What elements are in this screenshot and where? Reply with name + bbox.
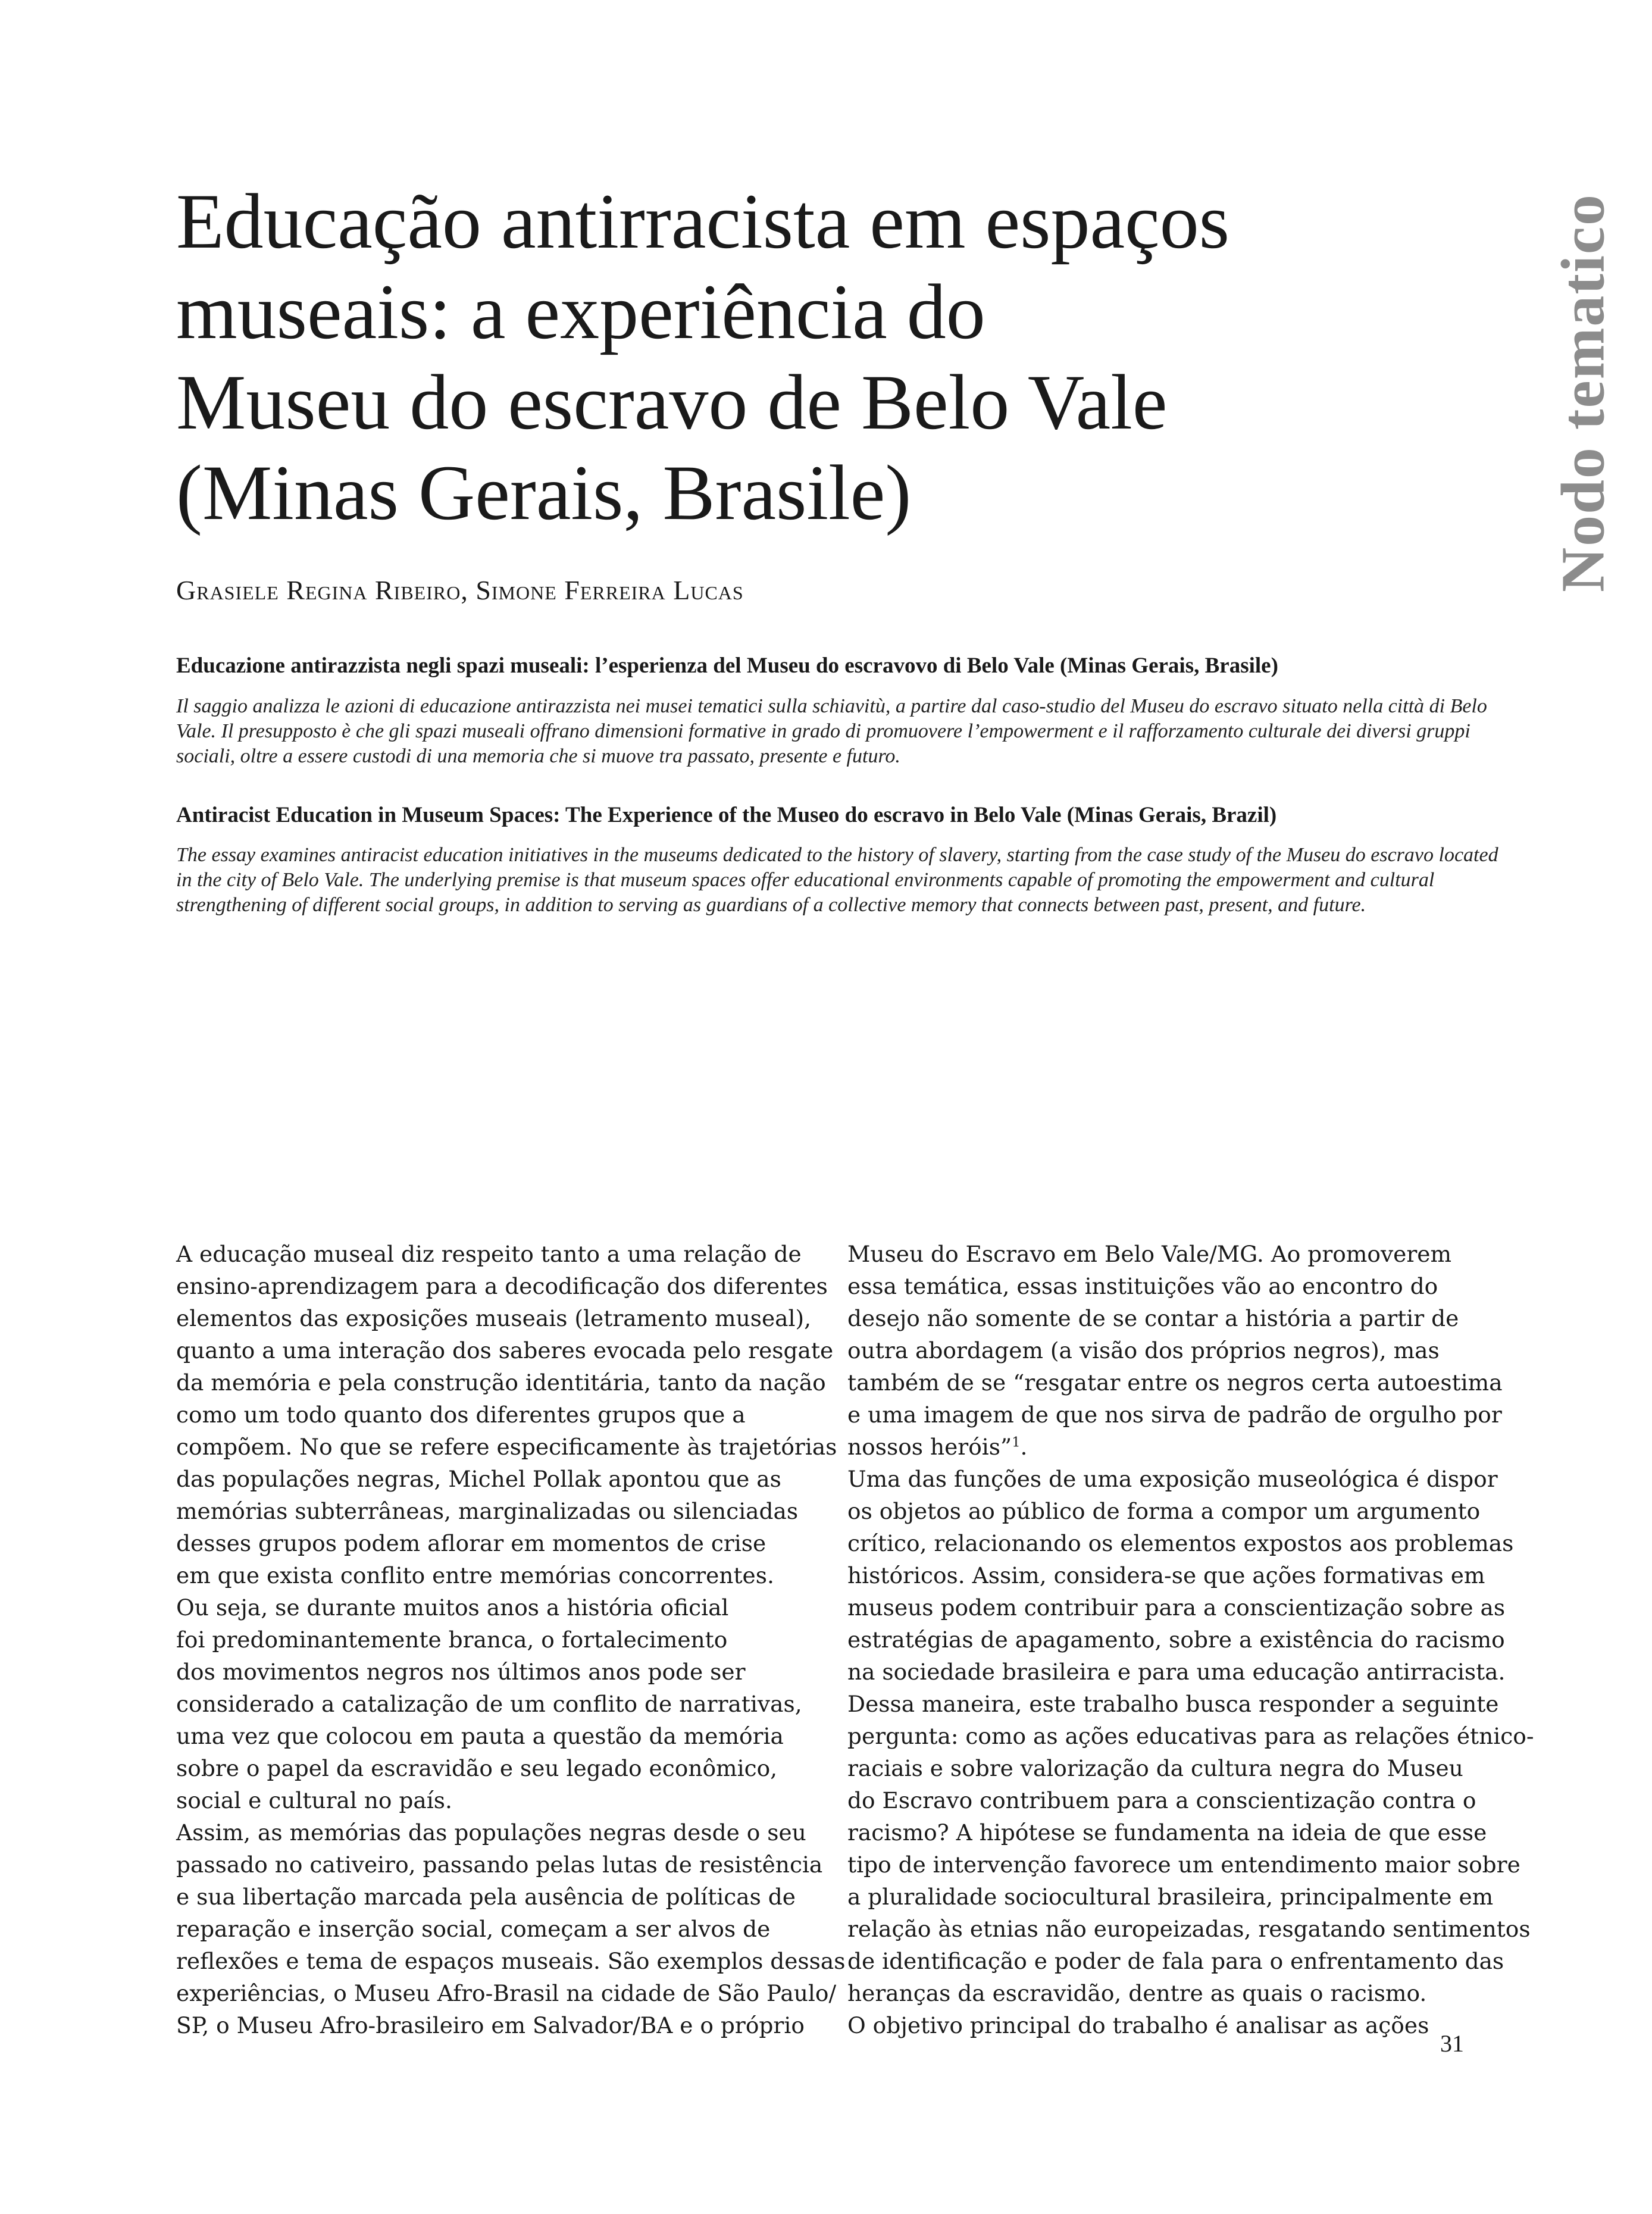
body-line: da memória e pela construção identitária, tanto da nação: [176, 1369, 826, 1396]
abstract-line: Il saggio analizza le azioni di educazione antirazzista nei musei tematici sulla schiavitù, a partire dal caso-studio del Museu do escravo situato nella città di Belo: [176, 695, 1487, 717]
title-line: Educação antirracista em espaços: [176, 177, 1230, 265]
body-line: pergunta: como as ações educativas para as relações étnico-: [847, 1723, 1534, 1749]
body-line: desses grupos podem aflorar em momentos de crise: [176, 1530, 766, 1556]
body-line: foi predominantemente branca, o fortalecimento: [176, 1627, 728, 1653]
page-number: 31: [1440, 2030, 1464, 2057]
body-line: históricos. Assim, considera-se que ações formativas em: [847, 1562, 1485, 1588]
body-line: sobre o papel da escravidão e seu legado econômico,: [176, 1755, 778, 1781]
body-line: passado no cativeiro, passando pelas lutas de resistência: [176, 1852, 823, 1878]
body-line: ensino-aprendizagem para a decodificação dos diferentes: [176, 1273, 828, 1299]
body-line: museus podem contribuir para a conscientização sobre as: [847, 1594, 1506, 1621]
body-line: reparação e inserção social, começam a ser alvos de: [176, 1916, 771, 1942]
body-line: experiências, o Museu Afro-Brasil na cidade de São Paulo/: [176, 1980, 837, 2006]
body-line: a pluralidade sociocultural brasileira, principalmente em: [847, 1884, 1494, 1910]
body-line: os objetos ao público de forma a compor um argumento: [847, 1498, 1481, 1524]
body-column-right: [847, 1238, 1534, 2041]
body-line: elementos das exposições museais (letramento museal),: [176, 1305, 812, 1331]
body-line-text: nossos heróis”: [847, 1434, 1012, 1460]
abstract-en-title: Antiracist Education in Museum Spaces: The Experience of the Museo do escravo in Belo Vale (Minas Gerais, Brazil): [176, 803, 1277, 827]
body-line: SP, o Museu Afro-brasileiro em Salvador/BA e o próprio: [176, 2012, 805, 2038]
body-line: O objetivo principal do trabalho é analisar as ações: [847, 2012, 1429, 2038]
body-line: memórias subterrâneas, marginalizadas ou silenciadas: [176, 1498, 799, 1524]
body-line: reflexões e tema de espaços museais. São exemplos dessas: [176, 1948, 846, 1974]
body-column-left: [176, 1238, 846, 2041]
body-line: outra abordagem (a visão dos próprios negros), mas: [847, 1337, 1440, 1364]
body-line: na sociedade brasileira e para uma educação antirracista.: [847, 1659, 1506, 1685]
body-line: A educação museal diz respeito tanto a uma relação de: [176, 1241, 802, 1267]
article-title: [176, 176, 1456, 538]
body-line: quanto a uma interação dos saberes evocada pelo resgate: [176, 1337, 834, 1364]
title-line: (Minas Gerais, Brasile): [176, 449, 912, 536]
body-line: heranças da escravidão, dentre as quais o racismo.: [847, 1980, 1427, 2006]
abstract-line: strengthening of different social groups, in addition to serving as guardians of a collective memory that connects between past, present, and future.: [176, 894, 1366, 916]
body-line: do Escravo contribuem para a conscientização contra o: [847, 1787, 1476, 1813]
abstract-en-text: [176, 843, 1498, 918]
body-line: das populações negras, Michel Pollak apontou que as: [176, 1466, 781, 1492]
body-line: tipo de intervenção favorece um entendimento maior sobre: [847, 1852, 1520, 1878]
authors: Grasiele Regina Ribeiro, Simone Ferreira Lucas: [176, 575, 744, 605]
body-line: social e cultural no país.: [176, 1787, 452, 1813]
body-line: Assim, as memórias das populações negras desde o seu: [176, 1819, 806, 1846]
title-line: museais: a experiência do: [176, 268, 985, 355]
body-line: em que exista conflito entre memórias concorrentes.: [176, 1562, 774, 1588]
body-line: Ou seja, se durante muitos anos a história oficial: [176, 1594, 729, 1621]
abstract-line: The essay examines antiracist education initiatives in the museums dedicated to the history of slavery, starting from the case study of the Museu do escravo located: [176, 844, 1498, 866]
body-line: raciais e sobre valorização da cultura negra do Museu: [847, 1755, 1463, 1781]
abstract-line: Vale. Il presupposto è che gli spazi museali offrano dimensioni formative in grado di promuovere l’empowerment e il rafforzamento culturale dei diversi gruppi: [176, 720, 1470, 742]
body-line: dos movimentos negros nos últimos anos pode ser: [176, 1659, 746, 1685]
title-line: Museu do escravo de Belo Vale: [176, 358, 1168, 446]
body-line: Uma das funções de uma exposição museológica é dispor: [847, 1466, 1498, 1492]
body-line: estratégias de apagamento, sobre a existência do racismo: [847, 1627, 1505, 1653]
abstract-it-title: Educazione antirazzista negli spazi museali: l’esperienza del Museu do escravovo di Belo Vale (Minas Gerais, Brasile): [176, 653, 1278, 678]
footnote-marker[interactable]: 1: [1012, 1434, 1021, 1450]
body-line: e uma imagem de que nos sirva de padrão de orgulho por: [847, 1402, 1502, 1428]
abstract-line: in the city of Belo Vale. The underlying premise is that museum spaces offer educational environments capable of promoting the empowerment and cultural: [176, 869, 1435, 891]
body-line: desejo não somente de se contar a história a partir de: [847, 1305, 1459, 1331]
body-line: relação às etnias não europeizadas, resgatando sentimentos: [847, 1916, 1531, 1942]
footnote-suffix: .: [1020, 1434, 1028, 1460]
body-line: e sua libertação marcada pela ausência de políticas de: [176, 1884, 796, 1910]
body-line: essa temática, essas instituições vão ao encontro do: [847, 1273, 1438, 1299]
body-line: Museu do Escravo em Belo Vale/MG. Ao promoverem: [847, 1241, 1452, 1267]
body-line: também de se “resgatar entre os negros certa autoestima: [847, 1369, 1503, 1396]
body-line: como um todo quanto dos diferentes grupos que a: [176, 1402, 746, 1428]
body-line-with-footnote: [847, 1431, 1471, 1463]
body-line: considerado a catalização de um conflito de narrativas,: [176, 1691, 802, 1717]
abstract-line: sociali, oltre a essere custodi di una memoria che si muove tra passato, presente e futuro.: [176, 745, 900, 767]
abstract-it-text: [176, 694, 1487, 769]
body-line: Dessa maneira, este trabalho busca responder a seguinte: [847, 1691, 1499, 1717]
section-label-text: Nodo tematico: [1548, 193, 1617, 593]
body-line: racismo? A hipótese se fundamenta na ideia de que esse: [847, 1819, 1487, 1846]
body-line: de identificação e poder de fala para o enfrentamento das: [847, 1948, 1504, 1974]
body-line: crítico, relacionando os elementos expostos aos problemas: [847, 1530, 1514, 1556]
body-line: compõem. No que se refere especificamente às trajetórias: [176, 1434, 837, 1460]
section-label: [1547, 193, 1619, 593]
body-line: uma vez que colocou em pauta a questão da memória: [176, 1723, 784, 1749]
